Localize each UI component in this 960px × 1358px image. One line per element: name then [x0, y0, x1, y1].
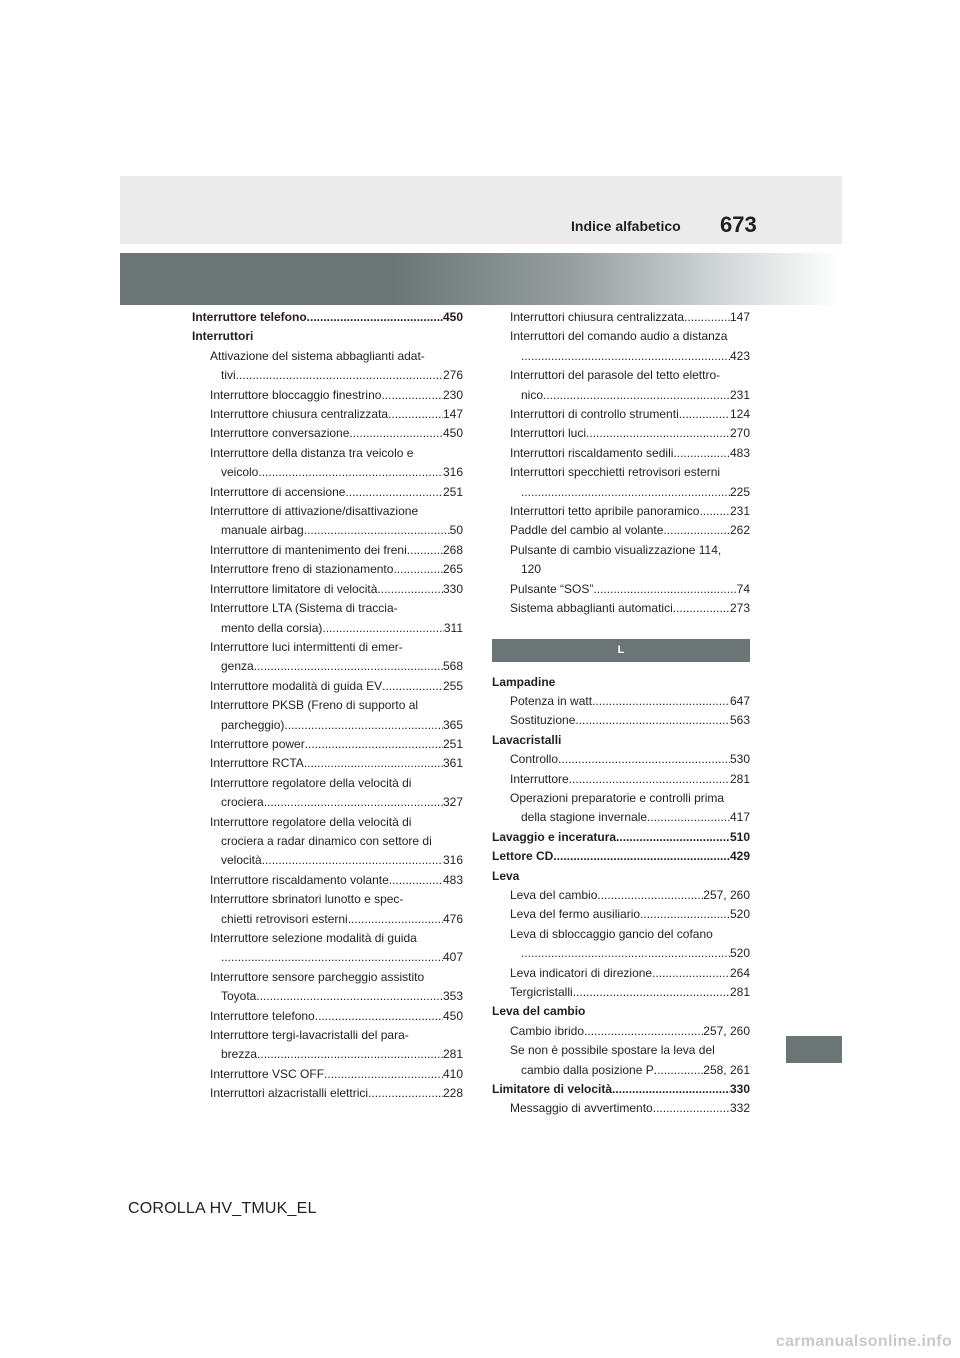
index-entry-line: 120 — [521, 562, 542, 577]
index-entry — [192, 483, 463, 502]
dot-leader — [521, 944, 730, 963]
index-entry — [192, 948, 463, 967]
dot-leader — [389, 871, 443, 890]
index-entry — [192, 424, 463, 443]
entry-term: Interruttori riscaldamento sedili — [510, 445, 674, 460]
dot-leader — [592, 692, 730, 711]
entry-term: Interruttore riscaldamento volante — [210, 872, 389, 887]
index-entry — [192, 657, 463, 676]
index-entry-line: Leva di sbloccaggio gancio del cofano — [510, 926, 713, 941]
index-entry — [492, 580, 750, 599]
index-entry-line: Interruttori specchietti retrovisori esterni — [510, 465, 721, 480]
entry-term: Interruttore limitatore di velocità — [210, 581, 378, 596]
index-entry — [492, 444, 750, 463]
entry-page-ref: 50 — [449, 523, 463, 538]
dot-leader — [324, 1065, 443, 1084]
entry-page-ref: 281 — [729, 771, 750, 786]
dot-leader — [553, 847, 730, 866]
entry-term: Interruttori luci — [510, 426, 587, 441]
index-entry — [492, 521, 750, 540]
dot-leader — [593, 580, 736, 599]
entry-term: Toyota — [221, 989, 257, 1004]
entry-page-ref: 327 — [442, 795, 463, 810]
index-entry — [192, 735, 463, 754]
index-entry-line: Interruttore sensore parcheggio assistito — [210, 969, 425, 984]
dot-leader — [543, 386, 730, 405]
index-entry — [492, 905, 750, 924]
entry-term: Interruttore VSC OFF — [210, 1066, 325, 1081]
index-entry — [192, 386, 463, 405]
index-entry — [192, 716, 463, 735]
dot-leader — [315, 1007, 443, 1026]
entry-term: Interruttori chiusura centralizzata — [510, 310, 685, 324]
entry-term: mento della corsia) — [221, 620, 323, 635]
index-entry — [492, 599, 750, 618]
entry-term: Lettore CD — [492, 849, 554, 864]
entry-page-ref: 257, 260 — [703, 1023, 750, 1038]
index-entry-line: Attivazione del sistema abbaglianti adat- — [210, 348, 425, 363]
index-heading: Interruttori — [192, 329, 254, 344]
entry-term: Interruttori alzacristalli elettrici — [210, 1086, 369, 1101]
index-entry-line: Interruttore regolatore della velocità di — [210, 814, 412, 829]
index-entry — [192, 1084, 463, 1103]
index-entry — [192, 405, 463, 424]
index-entry — [492, 808, 750, 827]
dot-leader — [597, 886, 703, 905]
dot-leader — [575, 711, 730, 730]
index-entry — [192, 1007, 463, 1026]
entry-term: Interruttore conversazione — [210, 426, 350, 441]
index-entry — [192, 851, 463, 870]
entry-page-ref: 361 — [442, 756, 463, 771]
dot-leader — [377, 580, 443, 599]
entry-term: Interruttore di accensione — [210, 484, 346, 499]
entry-page-ref: 476 — [442, 911, 463, 926]
index-entry — [192, 619, 463, 638]
dot-leader — [322, 619, 443, 638]
dot-leader — [584, 1022, 703, 1041]
dot-leader — [258, 463, 443, 482]
index-entry — [492, 944, 750, 963]
letter-section-header: L — [492, 639, 750, 662]
entry-page-ref: 530 — [729, 752, 750, 767]
dot-leader — [569, 770, 730, 789]
index-entry-line: Pulsante di cambio visualizzazione 114, — [510, 542, 722, 557]
dot-leader — [388, 405, 443, 424]
dot-leader — [381, 386, 443, 405]
index-entry — [192, 308, 463, 327]
entry-term: Interruttore power — [210, 736, 305, 751]
entry-page-ref: 330 — [729, 1082, 750, 1097]
entry-term: Cambio ibrido — [510, 1023, 585, 1038]
index-column-right — [492, 308, 750, 1119]
index-heading: Lavacristalli — [492, 732, 562, 747]
dot-leader — [684, 308, 730, 327]
entry-page-ref: 276 — [442, 368, 463, 383]
index-entry — [192, 677, 463, 696]
index-entry — [492, 983, 750, 1002]
dot-leader — [349, 424, 443, 443]
section-title: Indice alfabetico — [571, 218, 681, 234]
dot-leader — [673, 444, 730, 463]
entry-page-ref: 330 — [442, 581, 463, 596]
index-entry — [192, 987, 463, 1006]
index-entry — [192, 521, 463, 540]
index-entry — [492, 424, 750, 443]
index-entry-line: crociera a radar dinamico con settore di — [221, 833, 432, 848]
entry-page-ref: 311 — [443, 620, 463, 635]
index-entry — [192, 463, 463, 482]
index-entry — [192, 793, 463, 812]
index-entry — [492, 692, 750, 711]
dot-leader — [236, 366, 443, 385]
entry-page-ref: 563 — [729, 713, 750, 728]
entry-page-ref: 265 — [442, 562, 463, 577]
index-entry — [192, 910, 463, 929]
index-entry-line: Interruttori del comando audio a distanza — [510, 329, 728, 344]
entry-term: Messaggio di avvertimento — [510, 1101, 653, 1116]
index-entry-line: Se non è possibile spostare la leva del — [510, 1043, 715, 1058]
dot-leader — [345, 483, 443, 502]
entry-page-ref: 483 — [729, 445, 750, 460]
index-entry — [492, 750, 750, 769]
entry-page-ref: 332 — [729, 1101, 750, 1116]
entry-term: parcheggio) — [221, 717, 285, 732]
dot-leader — [221, 948, 443, 967]
entry-page-ref: 147 — [442, 407, 463, 422]
entry-page-ref: 268 — [442, 542, 463, 557]
entry-page-ref: 510 — [729, 829, 750, 844]
dot-leader — [256, 987, 443, 1006]
index-column-left — [192, 308, 463, 1104]
entry-term: Pulsante “SOS” — [510, 581, 594, 596]
entry-page-ref: 417 — [729, 810, 750, 825]
entry-term: della stagione invernale — [521, 810, 648, 825]
entry-page-ref: 281 — [442, 1047, 463, 1062]
entry-page-ref: 230 — [442, 387, 463, 402]
entry-page-ref: 429 — [729, 849, 750, 864]
entry-page-ref: 231 — [729, 504, 750, 519]
dot-leader — [407, 541, 443, 560]
index-entry — [192, 754, 463, 773]
footer-model-code: COROLLA HV_TMUK_EL — [128, 1200, 317, 1217]
dot-leader — [304, 521, 450, 540]
entry-page-ref: 225 — [729, 484, 750, 499]
entry-page-ref: 251 — [442, 484, 463, 499]
entry-page-ref: 450 — [442, 426, 463, 441]
index-entry — [492, 1099, 750, 1118]
entry-page-ref: 483 — [442, 872, 463, 887]
index-entry — [492, 828, 750, 847]
dot-leader — [647, 808, 730, 827]
index-entry — [492, 1080, 750, 1099]
entry-page-ref: 231 — [729, 387, 750, 402]
dot-leader — [368, 1084, 443, 1103]
entry-term: Interruttore chiusura centralizzata — [210, 407, 389, 422]
index-entry-line: Interruttore sbrinatori lunotto e spec- — [210, 892, 404, 907]
index-entry — [192, 580, 463, 599]
index-entry-line: Interruttore regolatore della velocità di — [210, 775, 412, 790]
entry-page-ref: 647 — [729, 693, 750, 708]
index-entry — [492, 502, 750, 521]
entry-term: Paddle del cambio al volante — [510, 523, 664, 538]
dot-leader — [254, 657, 443, 676]
index-entry — [192, 541, 463, 560]
entry-page-ref: 365 — [442, 717, 463, 732]
entry-page-ref: 257, 260 — [703, 887, 750, 902]
index-heading: Lampadine — [492, 674, 556, 689]
index-entry-line: Interruttore selezione modalità di guida — [210, 931, 417, 945]
entry-page-ref: 316 — [442, 853, 463, 868]
entry-page-ref: 124 — [729, 407, 750, 422]
entry-term: Lavaggio e inceratura — [492, 829, 617, 844]
entry-term: velocità — [221, 853, 262, 868]
index-entry — [492, 347, 750, 366]
dot-leader — [654, 1061, 704, 1080]
entry-term: Limitatore di velocità — [492, 1082, 613, 1097]
index-entry-line: Interruttore di attivazione/disattivazione — [210, 504, 419, 519]
entry-term: Leva indicatori di direzione — [510, 965, 653, 980]
entry-term: Interruttore RCTA — [210, 756, 304, 771]
dot-leader — [264, 793, 443, 812]
entry-term: Sistema abbaglianti automatici — [510, 601, 673, 616]
index-entry — [492, 308, 750, 327]
entry-page-ref: 270 — [729, 426, 750, 441]
entry-term: genza — [221, 659, 254, 674]
entry-term: Interruttore modalità di guida EV — [210, 678, 383, 693]
entry-term: Leva del cambio — [510, 887, 598, 902]
entry-page-ref: 264 — [729, 965, 750, 980]
dot-leader — [573, 983, 730, 1002]
index-entry — [492, 711, 750, 730]
index-entry — [492, 886, 750, 905]
page-number: 673 — [720, 212, 757, 237]
entry-page-ref: 273 — [729, 601, 750, 616]
entry-page-ref: 228 — [442, 1086, 463, 1101]
watermark: carmanualsonline.info — [775, 1333, 952, 1350]
entry-term: brezza — [221, 1047, 258, 1062]
entry-page-ref: 255 — [442, 678, 463, 693]
index-heading: Leva — [492, 868, 520, 883]
index-entry — [492, 483, 750, 502]
entry-term: crociera — [221, 795, 264, 810]
dot-leader — [305, 735, 443, 754]
dot-leader — [652, 964, 730, 983]
dot-leader — [616, 828, 730, 847]
index-entry — [192, 1065, 463, 1084]
index-entry — [492, 964, 750, 983]
entry-term: Interruttore telefono — [210, 1008, 315, 1023]
entry-page-ref: 74 — [736, 581, 750, 596]
entry-term: tivi — [221, 368, 236, 383]
entry-page-ref: 450 — [442, 1008, 463, 1023]
entry-page-ref: 520 — [729, 907, 750, 922]
entry-term: chietti retrovisori esterni — [221, 911, 348, 926]
dot-leader — [393, 560, 443, 579]
entry-term: Interruttore bloccaggio finestrino — [210, 387, 382, 402]
entry-term: Interruttore freno di stazionamento — [210, 562, 394, 577]
dot-leader — [558, 750, 730, 769]
index-entry — [492, 386, 750, 405]
dot-leader — [612, 1080, 730, 1099]
entry-term: Interruttore — [510, 771, 569, 786]
dot-leader — [521, 483, 730, 502]
entry-page-ref: 520 — [729, 946, 750, 961]
entry-term: manuale airbag — [221, 523, 304, 538]
index-entry-line: Interruttore PKSB (Freno di supporto al — [210, 698, 419, 713]
entry-page-ref: 281 — [729, 985, 750, 999]
index-entry — [492, 1022, 750, 1041]
dot-leader — [284, 716, 443, 735]
entry-term: cambio dalla posizione P — [521, 1062, 654, 1077]
entry-page-ref: 258, 261 — [703, 1062, 750, 1077]
header-gradient-bar — [120, 253, 842, 305]
entry-page-ref: 147 — [729, 310, 750, 324]
dot-leader — [679, 405, 730, 424]
index-entry — [192, 560, 463, 579]
dot-leader — [521, 347, 730, 366]
entry-term: Interruttore telefono — [192, 310, 307, 324]
dot-leader — [307, 308, 443, 327]
dot-leader — [304, 754, 443, 773]
dot-leader — [257, 1045, 443, 1064]
index-entry-line: Operazioni preparatorie e controlli prima — [510, 790, 725, 805]
dot-leader — [382, 677, 443, 696]
dot-leader — [663, 521, 730, 540]
entry-page-ref: 407 — [442, 950, 463, 965]
entry-page-ref: 450 — [442, 310, 463, 324]
dot-leader — [586, 424, 730, 443]
dot-leader — [653, 1099, 730, 1118]
entry-term: Interruttore di mantenimento dei freni — [210, 542, 407, 557]
index-heading: Leva del cambio — [492, 1004, 586, 1019]
index-entry — [192, 871, 463, 890]
entry-term: Potenza in watt — [510, 693, 593, 708]
chapter-thumb-tab — [786, 1036, 842, 1063]
dot-leader — [348, 910, 443, 929]
entry-term: Interruttori tetto apribile panoramico — [510, 504, 700, 519]
entry-term: Tergicristalli — [510, 985, 573, 999]
entry-page-ref: 353 — [442, 989, 463, 1004]
entry-page-ref: 251 — [442, 736, 463, 751]
index-entry-line: Interruttore LTA (Sistema di traccia- — [210, 601, 398, 616]
entry-term: Interruttori di controllo strumenti — [510, 407, 679, 422]
entry-page-ref: 410 — [442, 1066, 463, 1081]
index-entry-line: Interruttore della distanza tra veicolo e — [210, 445, 414, 460]
entry-page-ref: 568 — [442, 659, 463, 674]
index-entry — [192, 1045, 463, 1064]
entry-term: nico — [521, 387, 544, 402]
entry-term: Controllo — [510, 752, 559, 767]
index-entry — [492, 847, 750, 866]
entry-term: Sostituzione — [510, 713, 576, 728]
index-entry-line: Interruttori del parasole del tetto elettro- — [510, 368, 721, 383]
index-entry — [492, 770, 750, 789]
entry-term: Leva del fermo ausiliario — [510, 907, 641, 922]
index-entry-line: Interruttore tergi-lavacristalli del para- — [210, 1028, 409, 1043]
entry-page-ref: 423 — [729, 348, 750, 363]
entry-page-ref: 316 — [442, 465, 463, 480]
index-entry — [192, 366, 463, 385]
dot-leader — [699, 502, 730, 521]
index-entry — [492, 405, 750, 424]
dot-leader — [640, 905, 730, 924]
dot-leader — [262, 851, 443, 870]
entry-term: veicolo — [221, 465, 259, 480]
index-entry-line: Interruttore luci intermittenti di emer- — [210, 639, 403, 654]
entry-page-ref: 262 — [729, 523, 750, 538]
dot-leader — [673, 599, 730, 618]
index-entry — [492, 1061, 750, 1080]
